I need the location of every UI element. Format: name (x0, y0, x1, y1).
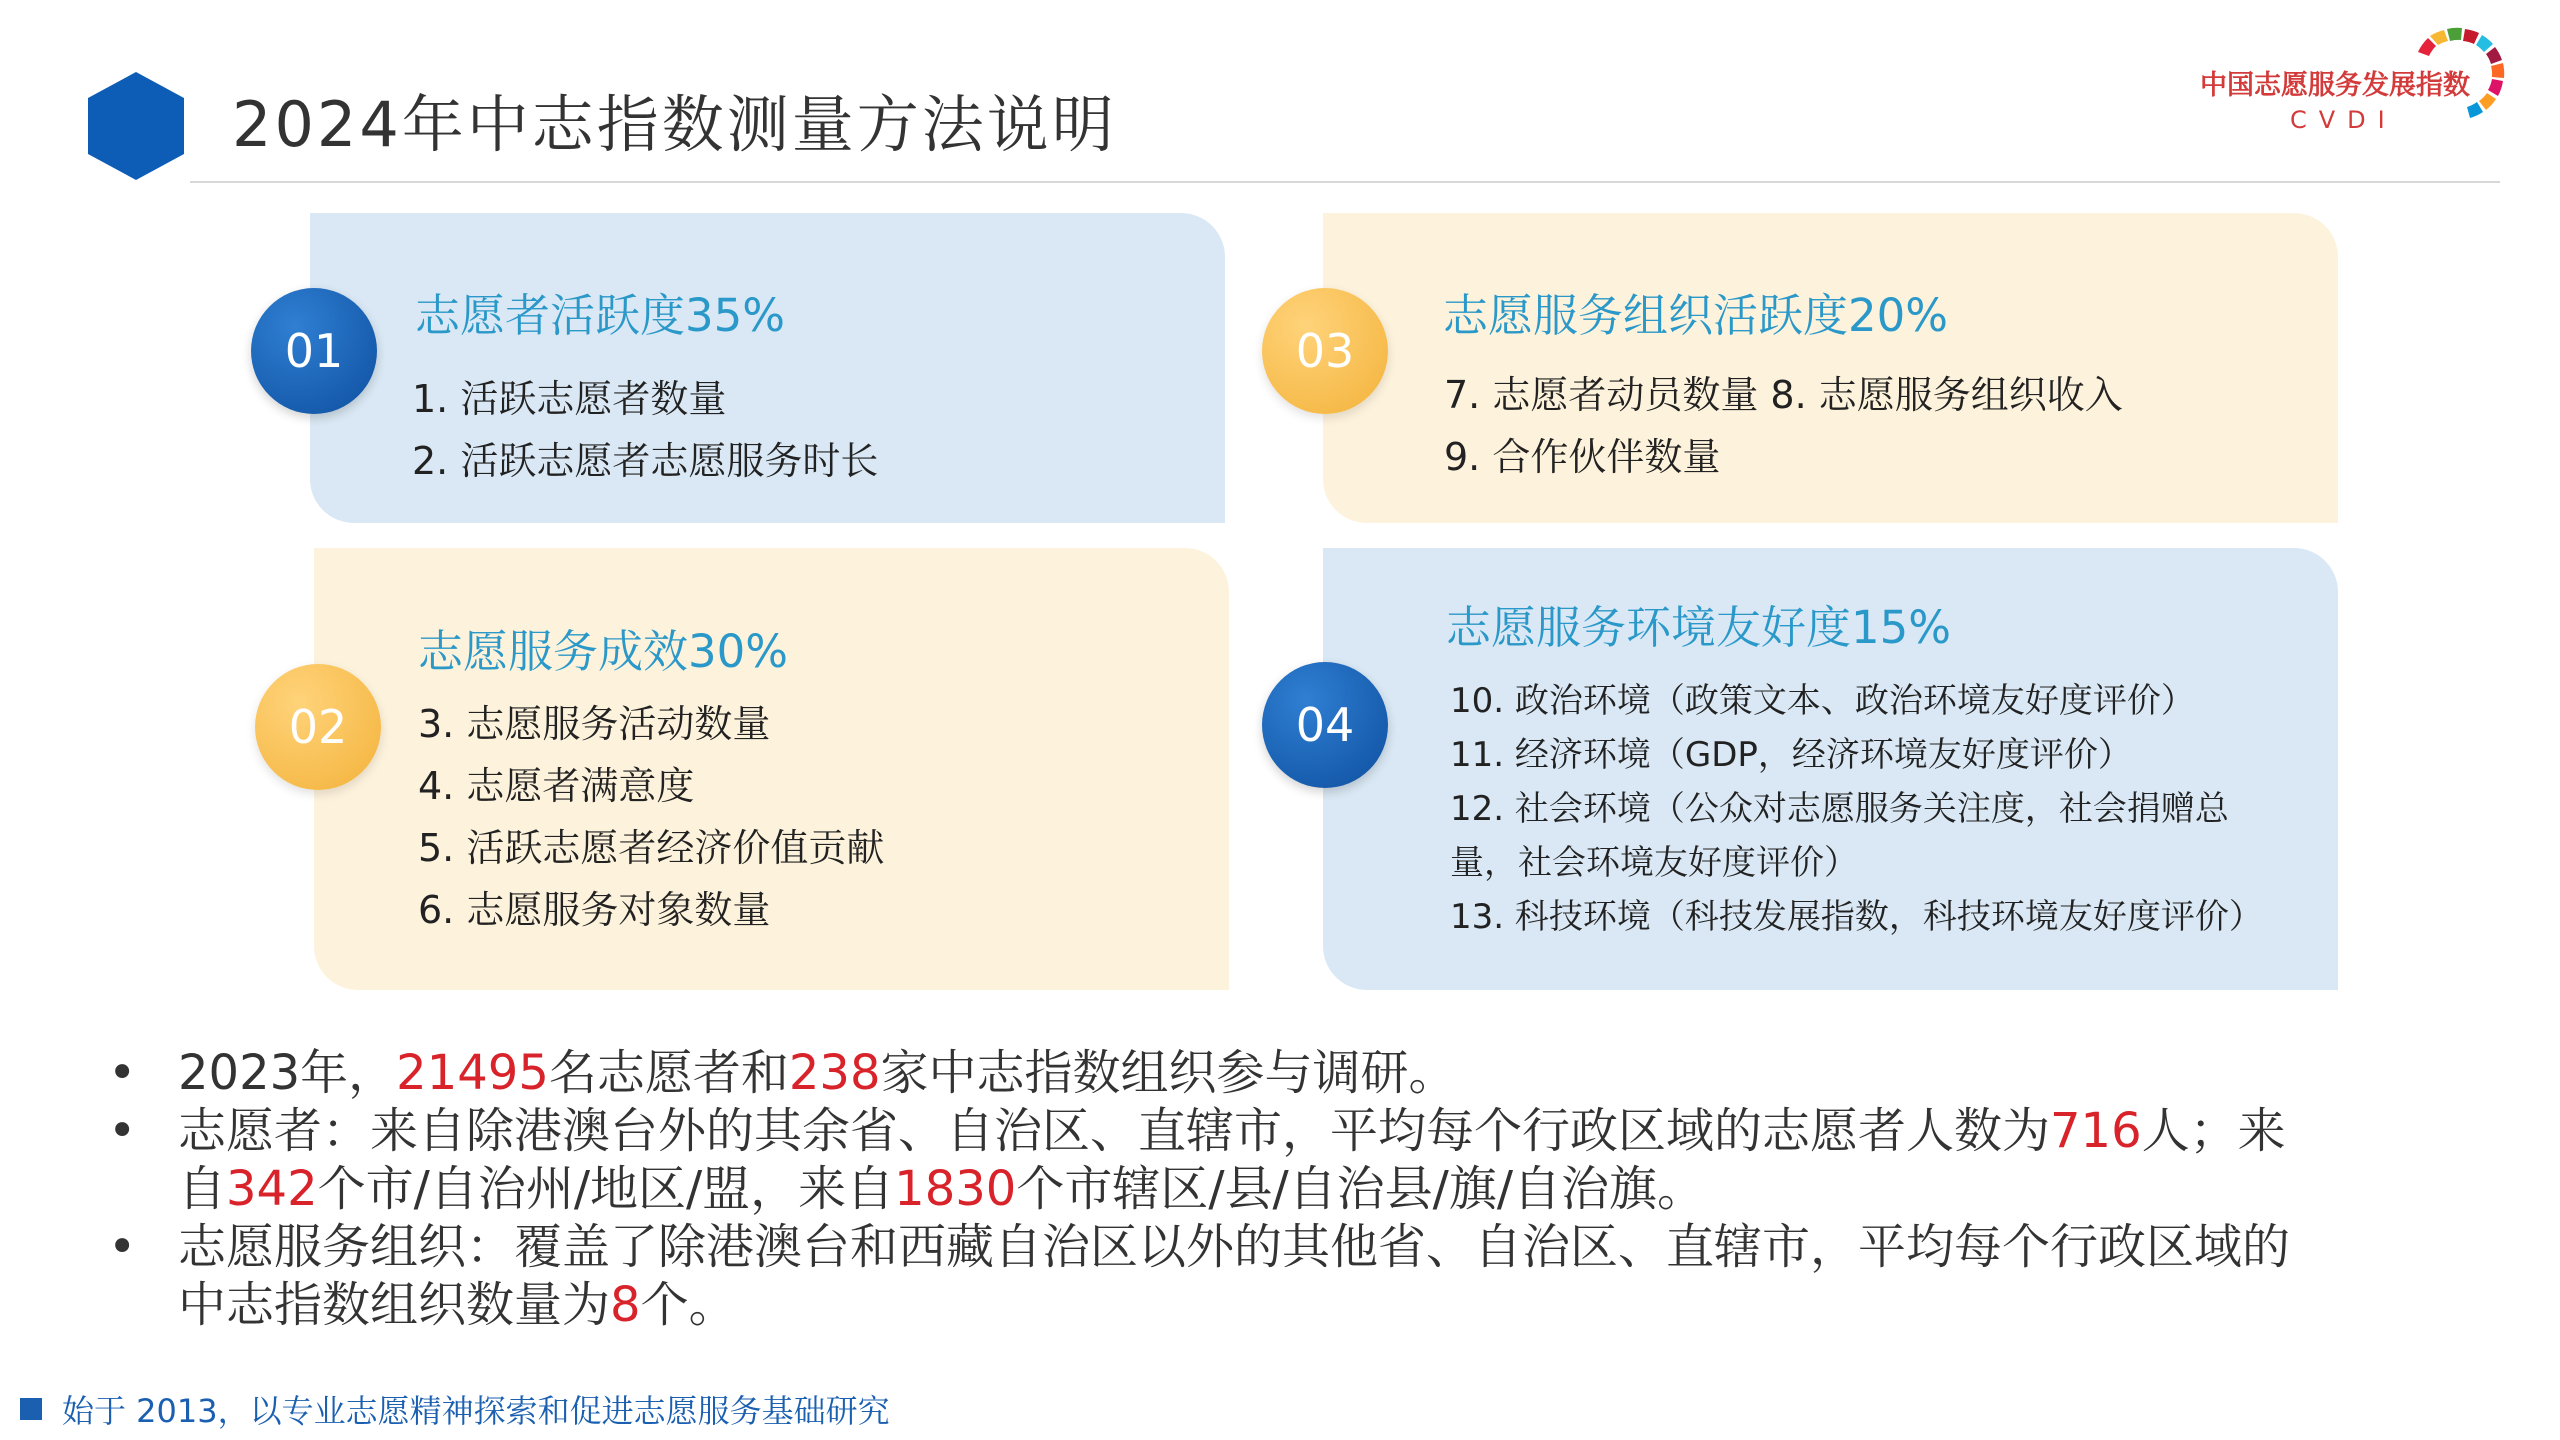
footer-tagline: 始于 2013，以专业志愿精神探索和促进志愿服务基础研究 (62, 1392, 890, 1430)
card-title: 志愿服务成效30% (418, 625, 789, 678)
bullet-volunteers-line1: 志愿者：来自除港澳台外的其余省、自治区、直辖市，平均每个行政区域的志愿者人数为716人；来 (178, 1103, 2286, 1159)
bullet-organizations-line2: 中志指数组织数量为8个。 (178, 1277, 737, 1333)
title-hexagon-icon (84, 70, 188, 182)
logo-name: 中国志愿服务发展指数 (2200, 70, 2470, 101)
card-item: 12. 社会环境（公众对志愿服务关注度，社会捐赠总 (1450, 789, 2229, 829)
card-title: 志愿服务组织活跃度20% (1443, 289, 1949, 342)
card-item: 6. 志愿服务对象数量 (418, 888, 771, 932)
card-number-badge: 03 (1262, 288, 1388, 414)
bullet-organizations-line1: 志愿服务组织：覆盖了除港澳台和西藏自治区以外的其他省、自治区、直辖市，平均每个行政区域的 (178, 1219, 2291, 1275)
logo-abbr: CVDI (2290, 106, 2397, 134)
card-number-badge: 01 (251, 288, 377, 414)
card-item: 11. 经济环境（GDP，经济环境友好度评价） (1450, 735, 2132, 775)
card-item: 9. 合作伙伴数量 (1444, 435, 1721, 479)
card-item: 13. 科技环境（科技发展指数，科技环境友好度评价） (1450, 897, 2263, 937)
card-number-badge: 02 (255, 664, 381, 790)
bullet-dot: • (108, 1045, 137, 1101)
card-item: 1. 活跃志愿者数量 (412, 377, 727, 421)
bullet-survey-summary: 2023年，21495名志愿者和238家中志指数组织参与调研。 (178, 1045, 1457, 1101)
card-item: 量，社会环境友好度评价） (1450, 843, 1858, 883)
card-item: 7. 志愿者动员数量 8. 志愿服务组织收入 (1444, 373, 2123, 417)
card-title: 志愿者活跃度35% (415, 289, 786, 342)
card-title: 志愿服务环境友好度15% (1446, 601, 1952, 654)
bullet-volunteers-line2: 自342个市/自治州/地区/盟，来自1830个市辖区/县/自治县/旗/自治旗。 (178, 1161, 1706, 1217)
card-number-badge: 04 (1262, 662, 1388, 788)
bullet-dot: • (108, 1103, 137, 1159)
card-item: 5. 活跃志愿者经济价值贡献 (418, 826, 885, 870)
card-item: 10. 政治环境（政策文本、政治环境友好度评价） (1450, 681, 2195, 721)
title-divider (190, 181, 2500, 183)
footer-square-icon (20, 1398, 42, 1420)
card-item: 4. 志愿者满意度 (418, 764, 695, 808)
bullet-dot: • (108, 1219, 137, 1275)
page-title: 2024年中志指数测量方法说明 (232, 88, 1117, 161)
card-item: 3. 志愿服务活动数量 (418, 702, 771, 746)
card-item: 2. 活跃志愿者志愿服务时长 (412, 439, 879, 483)
